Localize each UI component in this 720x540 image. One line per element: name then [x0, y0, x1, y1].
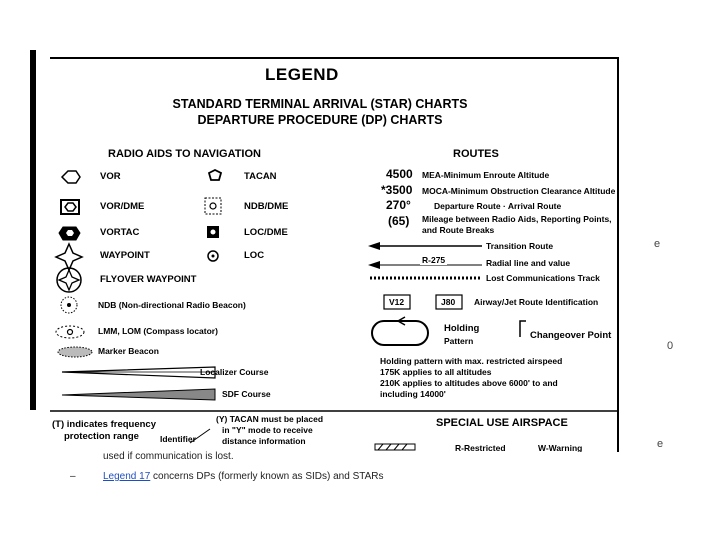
nav-label-vor: VOR: [100, 171, 121, 182]
left-slide-bar: [30, 50, 36, 410]
airway-label: Airway/Jet Route Identification: [474, 297, 599, 307]
holding-label-2: Pattern: [444, 336, 474, 346]
nav-label-vortac: VORTAC: [100, 227, 140, 238]
radio-aids-heading: RADIO AIDS TO NAVIGATION: [108, 148, 261, 160]
holding-note-2: 175K applies to all altitudes: [380, 367, 492, 377]
transition-label: Transition Route: [486, 241, 554, 251]
freq-note-1: (T) indicates frequency: [52, 419, 156, 430]
changeover-symbol: [520, 321, 526, 337]
airway-j80: J80: [441, 297, 456, 307]
holding-note-3: 210K applies to altitudes above 6000' to and: [380, 378, 558, 388]
changeover-label: Changeover Point: [530, 330, 612, 341]
tacan-symbol: [209, 170, 221, 180]
edge-char-3: e: [657, 438, 664, 450]
localizer-label: Localizer Course: [200, 367, 269, 377]
nav-label-ndb-dme: NDB/DME: [244, 201, 289, 212]
mileage-label-1: Mileage between Radio Aids, Reporting Points,: [422, 214, 612, 224]
nav-label-flyover: FLYOVER WAYPOINT: [100, 274, 197, 285]
holding-pattern-symbol: [372, 321, 428, 345]
slide-text-line-2-rest: concerns DPs (formerly known as SIDs) and STARs: [150, 471, 384, 482]
tacan-note-2: in "Y" mode to receive: [222, 425, 313, 435]
legend-subtitle-star: STANDARD TERMINAL ARRIVAL (STAR) CHARTS: [172, 97, 468, 111]
nav-label-loc: LOC: [244, 250, 265, 261]
tacan-note-1: (Y) TACAN must be placed: [216, 414, 324, 424]
mea-value: 4500: [386, 167, 413, 181]
moca-label: MOCA-Minimum Obstruction Clearance Altitude: [422, 186, 616, 196]
marker-beacon-symbol: [58, 347, 92, 357]
slide-text-line-1: used if communication is lost.: [103, 451, 234, 462]
tacan-note-3: distance information: [222, 436, 306, 446]
mileage-value: (65): [388, 214, 410, 228]
legend-subtitle-dp: DEPARTURE PROCEDURE (DP) CHARTS: [197, 113, 443, 127]
nav-label-tacan: TACAN: [244, 171, 277, 182]
lost-comm-label: Lost Communications Track: [486, 273, 600, 283]
marker-label: Marker Beacon: [98, 346, 159, 356]
legend-chart-image: [50, 57, 619, 452]
course-value: 270°: [386, 198, 411, 212]
sdf-symbol: [62, 389, 215, 400]
radial-label: Radial line and value: [486, 258, 571, 268]
edge-char-1: e: [654, 238, 661, 250]
waypoint-symbol: [56, 244, 82, 270]
legend-title: LEGEND: [265, 65, 339, 84]
legend-17-link[interactable]: Legend 17: [103, 471, 151, 482]
nav-label-vor-dme: VOR/DME: [100, 201, 145, 212]
bullet-dash: –: [70, 471, 76, 482]
mileage-label-2: and Route Breaks: [422, 225, 495, 235]
localizer-symbol: [62, 367, 215, 378]
ndb-dme-symbol: [205, 198, 221, 214]
warning-label: W-Warning: [538, 443, 583, 452]
course-label: Departure Route · Arrival Route: [434, 201, 562, 211]
edge-char-2: 0: [667, 340, 674, 352]
identifier-label: Identifier: [160, 434, 196, 444]
holding-note-4: including 14000': [380, 389, 446, 399]
ndb-label: NDB (Non-directional Radio Beacon): [98, 300, 246, 310]
sdf-label: SDF Course: [222, 389, 271, 399]
mea-label: MEA-Minimum Enroute Altitude: [422, 170, 550, 180]
airway-v12: V12: [389, 297, 405, 307]
special-use-heading: SPECIAL USE AIRSPACE: [436, 417, 568, 429]
restricted-label: R-Restricted: [455, 443, 506, 452]
holding-note-1: Holding pattern with max. restricted airspeed: [380, 356, 563, 366]
routes-heading: ROUTES: [453, 148, 499, 160]
lmm-label: LMM, LOM (Compass locator): [98, 326, 218, 336]
slide-text-line-2: [103, 471, 384, 482]
lmm-symbol: [56, 326, 84, 338]
nav-label-waypoint: WAYPOINT: [100, 250, 150, 261]
nav-label-loc-dme: LOC/DME: [244, 227, 288, 238]
holding-label-1: Holding: [444, 323, 480, 334]
freq-note-2: protection range: [64, 431, 139, 442]
vor-symbol: [62, 171, 80, 183]
radial-value: R-275: [422, 255, 446, 265]
moca-value: *3500: [381, 183, 413, 197]
